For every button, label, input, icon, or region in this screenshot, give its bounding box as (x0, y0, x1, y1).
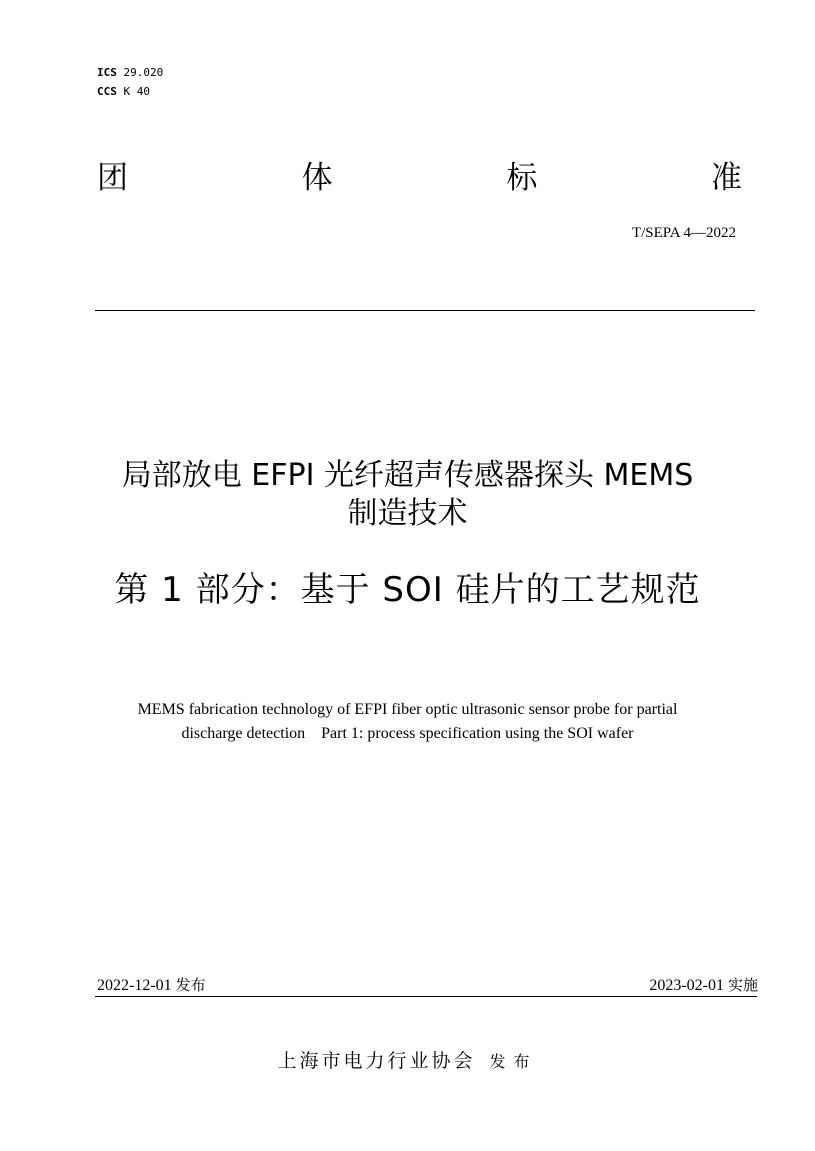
ccs-label: CCS (97, 85, 117, 98)
standard-type-char: 团 (97, 160, 128, 196)
english-title (60, 698, 755, 746)
issue-date-label: 发布 (175, 976, 206, 994)
implementation-date-label: 实施 (727, 976, 758, 994)
ics-label: ICS (97, 66, 117, 79)
ics-code (97, 63, 163, 82)
issue-date-value: 2022-12-01 (97, 977, 172, 994)
classification-codes (97, 63, 163, 101)
chinese-title (0, 457, 815, 533)
implementation-date (649, 974, 758, 997)
standard-type-heading (97, 158, 742, 198)
header-divider (95, 310, 755, 311)
english-title-line-1: MEMS fabrication technology of EFPI fiber optic ultrasonic sensor probe for partial (137, 701, 678, 718)
publisher (0, 1048, 815, 1075)
ccs-value: K 40 (123, 85, 150, 98)
standard-type-char: 准 (710, 160, 742, 196)
chinese-title-line-2: 制造技术 (347, 496, 468, 531)
publisher-action: 发布 (489, 1052, 538, 1071)
standard-type-char: 体 (301, 160, 333, 196)
chinese-title-line-1: 局部放电 EFPI 光纤超声传感器探头 MEMS (121, 458, 694, 493)
ccs-code (97, 82, 163, 101)
publisher-name: 上海市电力行业协会 (277, 1050, 476, 1072)
chinese-part-title: 第 1 部分：基于 SOI 硅片的工艺规范 (114, 570, 701, 610)
standard-type-char: 标 (506, 160, 538, 196)
implementation-date-value: 2023-02-01 (649, 977, 724, 994)
english-title-line-2: discharge detection Part 1: process specification using the SOI wafer (181, 725, 634, 742)
issue-date (97, 974, 206, 997)
ics-value: 29.020 (123, 66, 164, 79)
footer-divider (95, 996, 757, 997)
standard-number: T/SEPA 4—2022 (631, 225, 736, 241)
